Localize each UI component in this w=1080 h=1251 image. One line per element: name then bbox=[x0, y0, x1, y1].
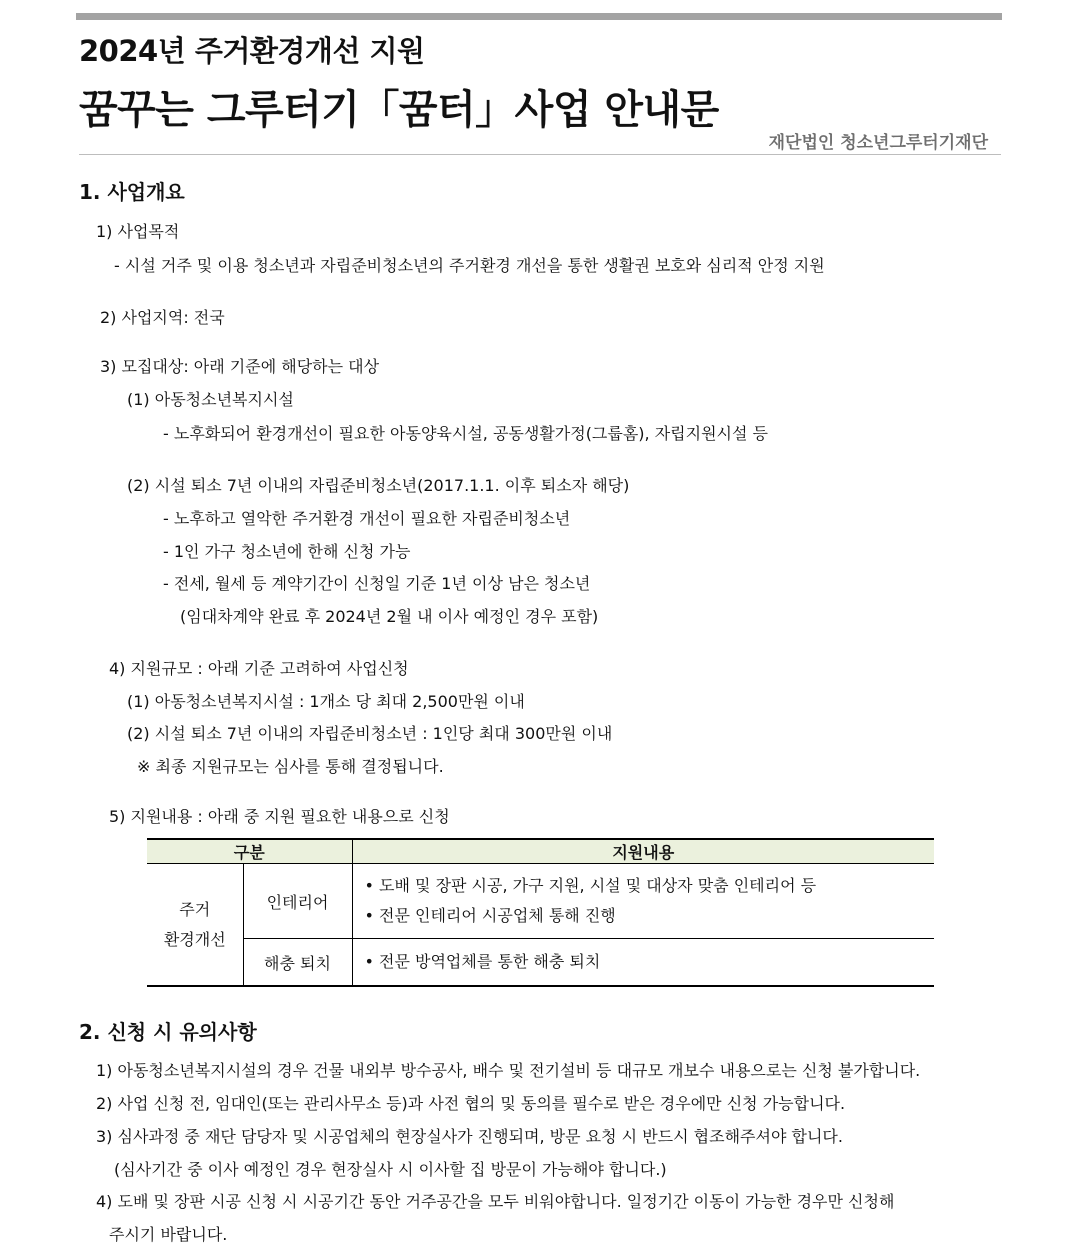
target-2-desc1: - 노후하고 열악한 주거환경 개선이 필요한 자립준비청소년 bbox=[163, 509, 571, 528]
target-2-desc3: - 전세, 월세 등 계약기간이 신청일 기준 1년 이상 남은 청소년 bbox=[163, 574, 591, 593]
support-table bbox=[147, 838, 934, 987]
scale-note: ※ 최종 지원규모는 심사를 통해 결정됩니다. bbox=[137, 757, 444, 776]
purpose-text: - 시설 거주 및 이용 청소년과 자립준비청소년의 주거환경 개선을 통한 생활권 보호와 심리적 안정 지원 bbox=[114, 256, 825, 275]
target-2-desc2: - 1인 가구 청소년에 한해 신청 가능 bbox=[163, 542, 411, 561]
list-item: • 전문 인테리어 시공업체 통해 진행 bbox=[364, 906, 616, 925]
list-item: • 전문 방역업체를 통한 해충 퇴치 bbox=[364, 952, 601, 971]
page-subtitle: 2024년 주거환경개선 지원 bbox=[79, 34, 425, 68]
section1-heading: 1. 사업개요 bbox=[79, 180, 185, 204]
target-2-desc4: (임대차계약 완료 후 2024년 2월 내 이사 예정인 경우 포함) bbox=[180, 607, 599, 626]
target-label: 3) 모집대상: 아래 기준에 해당하는 대상 bbox=[100, 357, 380, 376]
table-header-category: 구분 bbox=[147, 839, 352, 864]
category-line2: 환경개선 bbox=[163, 929, 226, 949]
scale-2: (2) 시설 퇴소 7년 이내의 자립준비청소년 : 1인당 최대 300만원 이내 bbox=[127, 724, 613, 743]
region-text: 2) 사업지역: 전국 bbox=[100, 308, 225, 327]
category-line1: 주거 bbox=[179, 899, 211, 919]
content-label: 5) 지원내용 : 아래 중 지원 필요한 내용으로 신청 bbox=[109, 807, 450, 826]
note-3: 3) 심사과정 중 재단 담당자 및 시공업체의 현장실사가 진행되며, 방문 요청 시 반드시 협조해주셔야 합니다. bbox=[96, 1127, 843, 1146]
note-4: 4) 도배 및 장판 시공 신청 시 시공기간 동안 거주공간을 모두 비워야합니다. 일정기간 이동이 가능한 경우만 신청해 bbox=[96, 1192, 895, 1211]
note-4-continued: 주시기 바랍니다. bbox=[109, 1225, 228, 1244]
table-header-content: 지원내용 bbox=[352, 839, 934, 864]
table-category-cell bbox=[147, 864, 243, 987]
note-2: 2) 사업 신청 전, 임대인(또는 관리사무소 등)과 사전 협의 및 동의를 필수로 받은 경우에만 신청 가능합니다. bbox=[96, 1094, 846, 1113]
table-content-interior bbox=[352, 864, 934, 939]
note-3-sub: (심사기간 중 이사 예정인 경우 현장실사 시 이사할 집 방문이 가능해야 합니다.) bbox=[114, 1160, 667, 1179]
note-1: 1) 아동청소년복지시설의 경우 건물 내외부 방수공사, 배수 및 전기설비 등 대규모 개보수 내용으로는 신청 불가합니다. bbox=[96, 1061, 921, 1080]
scale-label: 4) 지원규모 : 아래 기준 고려하여 사업신청 bbox=[109, 659, 409, 678]
section2-heading: 2. 신청 시 유의사항 bbox=[79, 1020, 257, 1044]
target-1: (1) 아동청소년복지시설 bbox=[127, 390, 294, 409]
header-underline bbox=[79, 154, 1001, 155]
table-sub-interior: 인테리어 bbox=[243, 864, 352, 939]
target-2: (2) 시설 퇴소 7년 이내의 자립준비청소년(2017.1.1. 이후 퇴소자 해당) bbox=[127, 476, 630, 495]
target-1-desc: - 노후화되어 환경개선이 필요한 아동양육시설, 공동생활가정(그룹홈), 자립지원시설 등 bbox=[163, 424, 768, 443]
page-title: 꿈꾸는 그루터기「꿈터」사업 안내문 bbox=[79, 87, 719, 133]
table-content-pest bbox=[352, 939, 934, 987]
table-sub-pest: 해충 퇴치 bbox=[243, 939, 352, 987]
scale-1: (1) 아동청소년복지시설 : 1개소 당 최대 2,500만원 이내 bbox=[127, 692, 525, 711]
purpose-label: 1) 사업목적 bbox=[96, 222, 180, 241]
organization-name: 재단법인 청소년그루터기재단 bbox=[768, 133, 988, 153]
list-item: • 도배 및 장판 시공, 가구 지원, 시설 및 대상자 맞춤 인테리어 등 bbox=[364, 876, 817, 895]
top-divider-bar bbox=[76, 13, 1002, 20]
